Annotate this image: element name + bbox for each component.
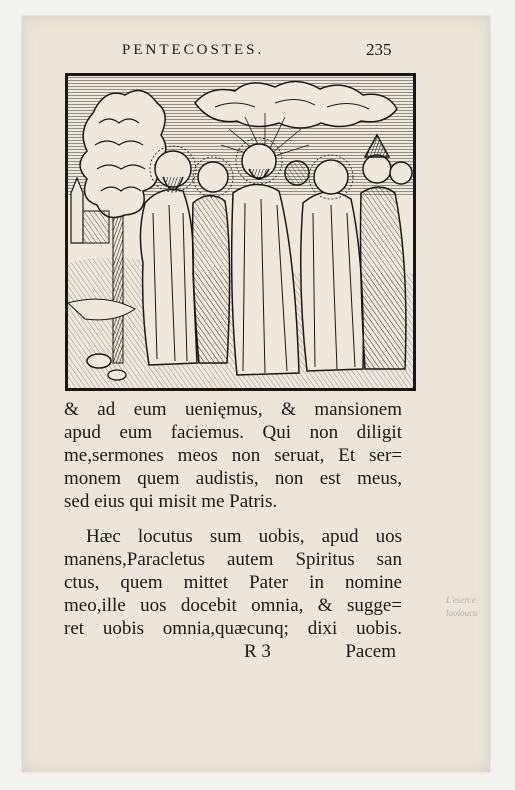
text-line: ret uobis omnia,quæcunq; dixi uobis.	[64, 618, 402, 639]
text-line: ctus, quem mittet Pater in nomine	[64, 572, 402, 593]
woodcut-illustration	[65, 73, 416, 391]
page-footer	[64, 640, 402, 663]
text-line: me,sermones meos non seruat, Et ser=	[64, 445, 402, 466]
text-line: apud eum faciemus. Qui non diligit	[64, 422, 402, 443]
text-line: sed eius qui misit me Patris.	[64, 491, 278, 512]
paragraph-break	[64, 513, 402, 525]
show-through-line: L'eserce	[446, 595, 476, 605]
page-number: 235	[366, 40, 392, 59]
body-text	[64, 398, 402, 663]
signature-mark: R 3	[244, 641, 271, 662]
text-line: Hæc locutus sum uobis, apud uos	[86, 526, 402, 547]
running-title: PENTECOSTES.	[122, 42, 265, 58]
text-line: monem quem audistis, non est meus,	[64, 468, 402, 489]
text-line: manens,Paracletus autem Spiritus san	[64, 549, 402, 570]
show-through-text	[446, 594, 478, 620]
catchword: Pacem	[345, 641, 396, 662]
text-line: & ad eum uenięmus, & mansionem	[64, 399, 402, 420]
text-line: meo,ille uos docebit omnia, & sugge=	[64, 595, 402, 616]
show-through-line: luoloucu	[446, 608, 478, 618]
